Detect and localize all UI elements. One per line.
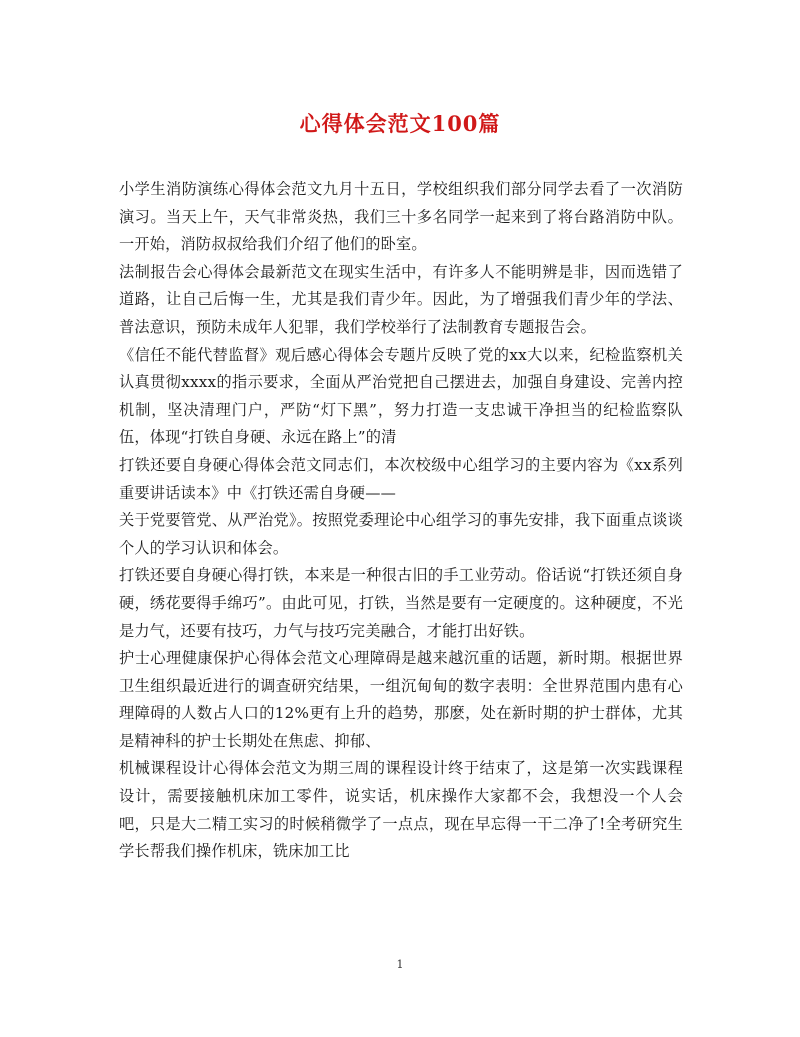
paragraph-supervision: 《信任不能代替监督》观后感心得体会专题片反映了党的xx大以来，纪检监察机关认真贯彻xxxx的指示要求，全面从严治党把自己摆进去，加强自身建设、完善内控机制，坚决清理门户，严防“灯下黑”，努力打造一支忠诚干净担当的纪检监察队伍，体现“打铁自身硬、永远在路上”的清	[119, 345, 683, 447]
document-title: 心得体会范文100篇	[299, 111, 501, 136]
paragraph-machine-course: 机械课程设计心得体会范文为期三周的课程设计终于结束了，这是第一次实践课程设计，需要接触机床加工零件，说实话，机床操作大家都不会，我想没一个人会吧，只是大二精工实习的时候稍微学了一点点，现在早忘得一干二净了!全考研究生学长帮我们操作机床，铣床加工比	[119, 759, 683, 861]
paragraph-party-discipline: 关于党要管党、从严治党》。按照党委理论中心组学习的事先安排，我下面重点谈谈个人的学习认识和体会。	[119, 511, 683, 557]
paragraph-iron-study: 打铁还要自身硬心得体会范文同志们，本次校级中心组学习的主要内容为《xx系列重要讲话读本》中《打铁还需自身硬——	[119, 455, 683, 502]
paragraph-fire-drill: 小学生消防演练心得体会范文九月十五日，学校组织我们部分同学去看了一次消防演习。当天上午，天气非常炎热，我们三十多名同学一起来到了将台路消防中队。一开始，消防叔叔给我们介绍了他们的卧室。	[119, 180, 683, 254]
document-body	[119, 176, 683, 866]
paragraph-iron-forging: 打铁还要自身硬心得打铁，本来是一种很古旧的手工业劳动。俗话说“打铁还须自身硬，绣花要得手绵巧”。由此可见，打铁，当然是要有一定硬度的。这种硬度，不光是力气，还要有技巧，力气与技巧完美融合，才能打出好铁。	[119, 566, 683, 640]
paragraph-nurse-health: 护士心理健康保护心得体会范文心理障碍是越来越沉重的话题，新时期。根据世界卫生组织最近进行的调查研究结果，一组沉甸甸的数字表明：全世界范围内患有心理障碍的人数占人口的12%更有上升的趋势，那麽，处在新时期的护士群体，尤其是精神科的护士长期处在焦虑、抑郁、	[119, 649, 683, 750]
page-number: 1	[396, 958, 404, 971]
paragraph-legal-report: 法制报告会心得体会最新范文在现实生活中，有许多人不能明辨是非，因而选错了道路，让自己后悔一生，尤其是我们青少年。因此，为了增强我们青少年的学法、普法意识，预防未成年人犯罪，我们学校举行了法制教育专题报告会。	[119, 262, 683, 336]
